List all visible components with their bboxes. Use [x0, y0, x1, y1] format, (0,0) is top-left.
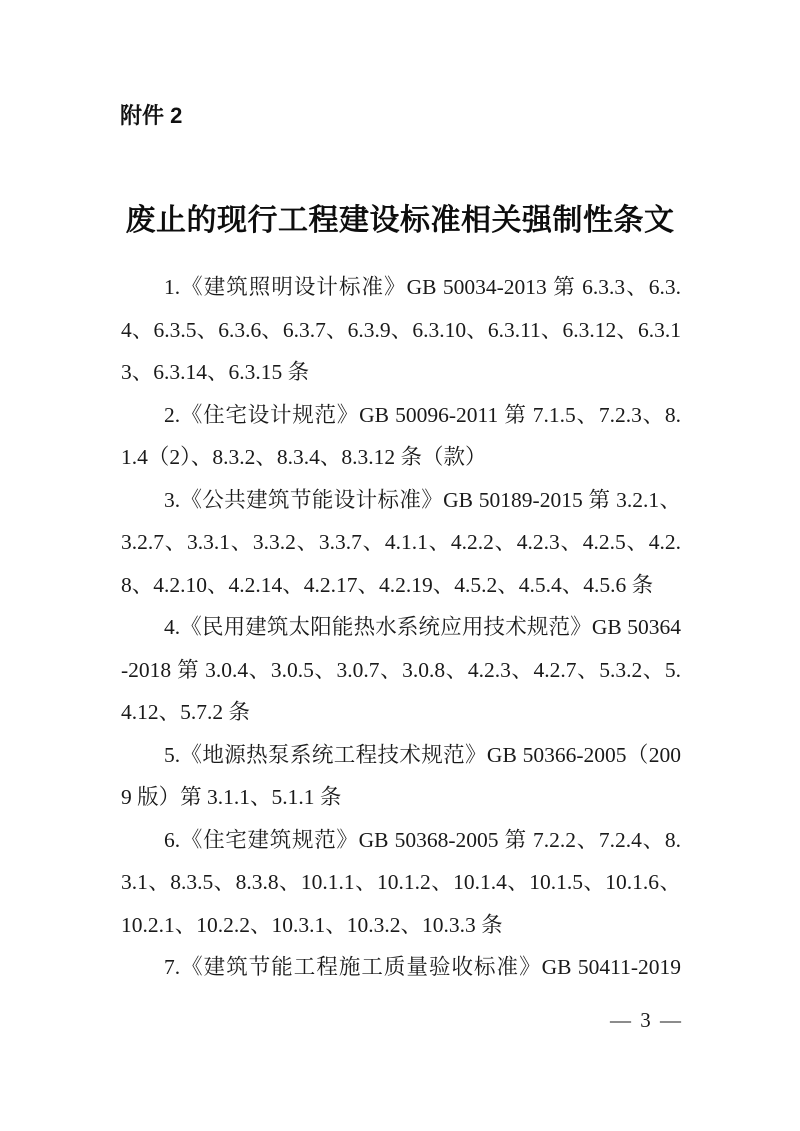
page-number: — 3 — [610, 1008, 683, 1032]
standard-item-2: 2.《住宅设计规范》GB 50096-2011 第 7.1.5、7.2.3、8.1.4（2）、8.3.2、8.3.4、8.3.12 条（款） [121, 402, 681, 469]
standard-item-7: 7.《建筑节能工程施工质量验收标准》GB 50411-2019 [164, 955, 681, 979]
document-body [121, 266, 681, 989]
attachment-label: 附件 2 [120, 103, 183, 128]
page-title: 废止的现行工程建设标准相关强制性条文 [125, 204, 675, 238]
standard-item-6: 6.《住宅建筑规范》GB 50368-2005 第 7.2.2、7.2.4、8.3.1、8.3.5、8.3.8、10.1.1、10.1.2、10.1.4、10.1.5、10.1.6、10.2.1、10.2.2、10.3.1、10.3.2、10.3.3 条 [121, 827, 681, 937]
standard-item-4: 4.《民用建筑太阳能热水系统应用技术规范》GB 50364-2018 第 3.0.4、3.0.5、3.0.7、3.0.8、4.2.3、4.2.7、5.3.2、5.4.12、5.7.2 条 [121, 615, 681, 724]
standard-item-3: 3.《公共建筑节能设计标准》GB 50189-2015 第 3.2.1、3.2.7、3.3.1、3.3.2、3.3.7、4.1.1、4.2.2、4.2.3、4.2.5、4.2.8、4.2.10、4.2.14、4.2.17、4.2.19、4.5.2、4.5.4、4.5.6 条 [121, 487, 681, 597]
standard-item-5: 5.《地源热泵系统工程技术规范》GB 50366-2005（2009 版）第 3.1.1、5.1.1 条 [121, 742, 681, 809]
standard-item-1: 1.《建筑照明设计标准》GB 50034-2013 第 6.3.3、6.3.4、6.3.5、6.3.6、6.3.7、6.3.9、6.3.10、6.3.11、6.3.12、6.3.13、6.3.14、6.3.15 条 [121, 275, 681, 384]
